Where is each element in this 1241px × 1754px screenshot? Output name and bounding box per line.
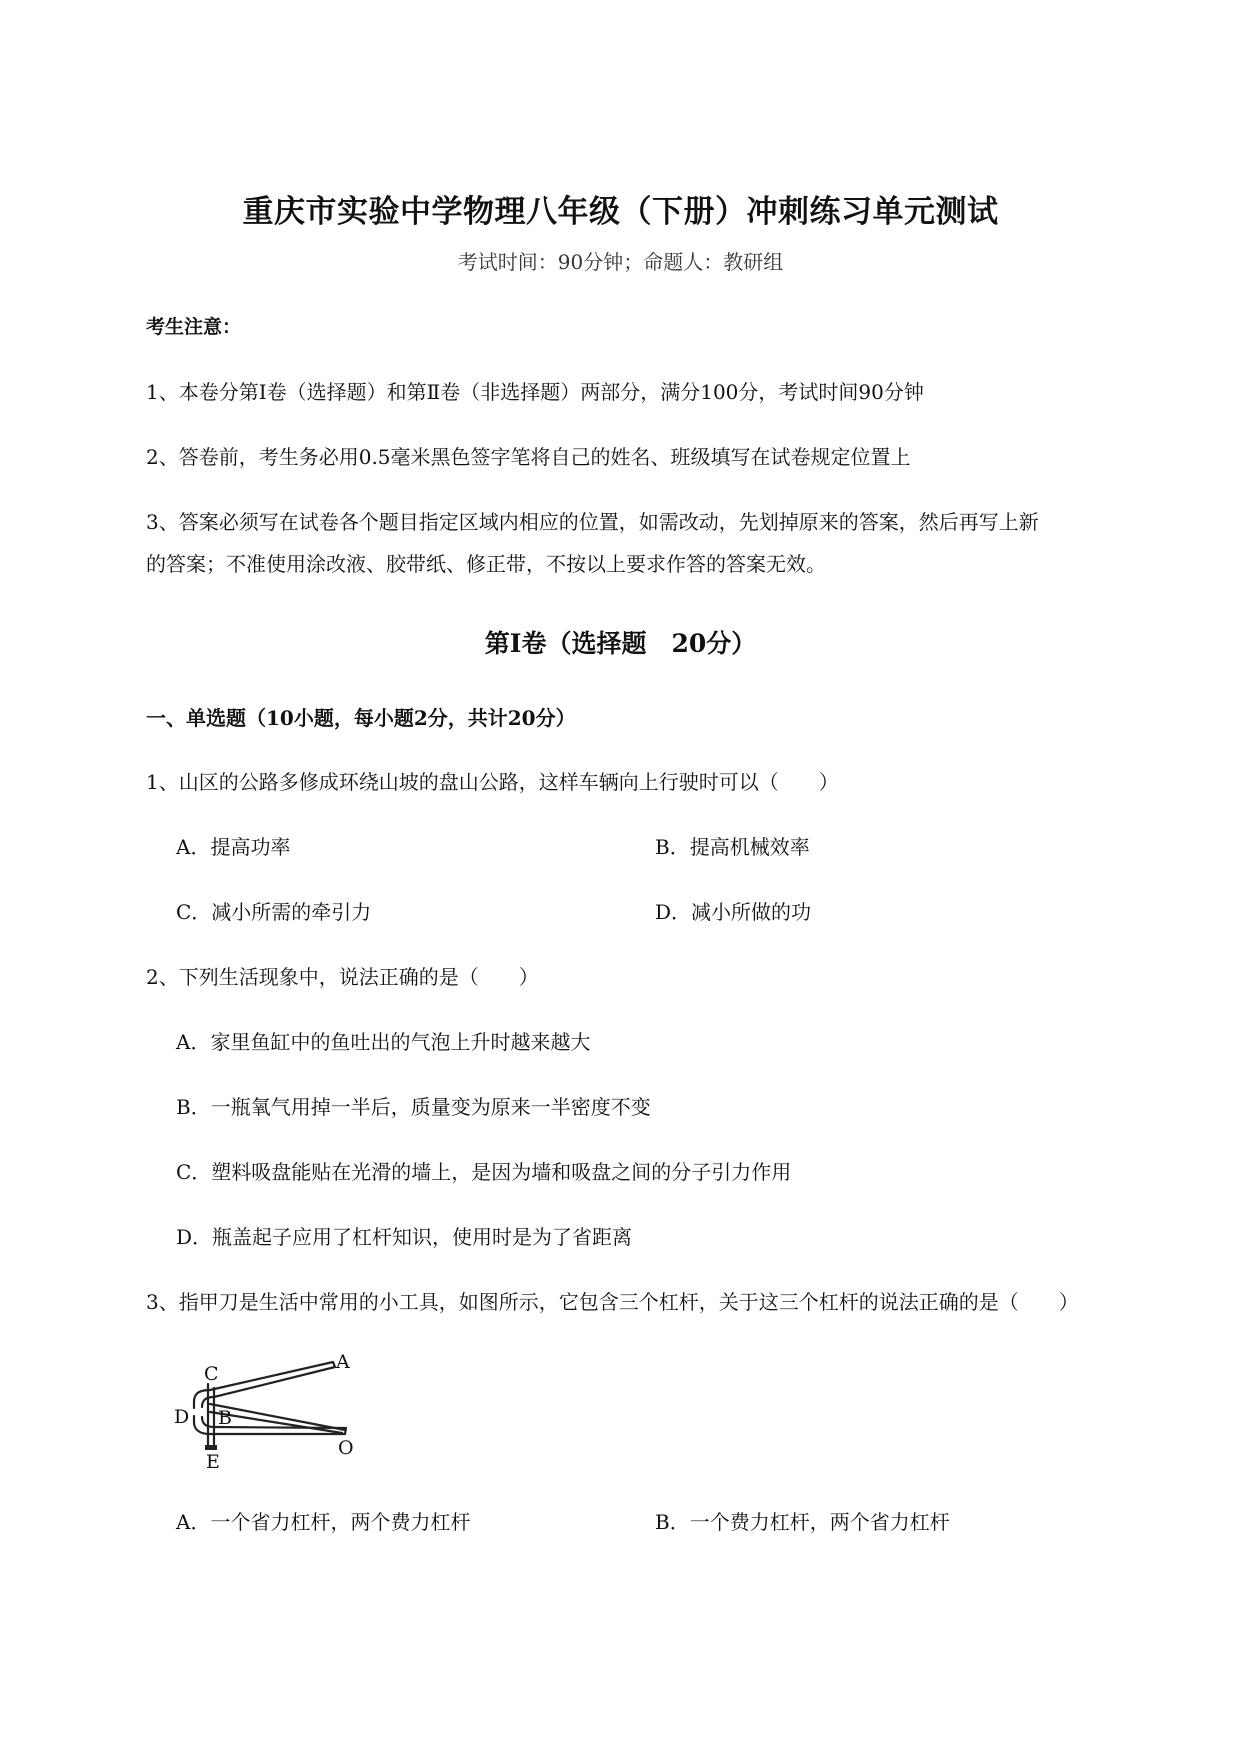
label-e: E	[206, 1451, 220, 1470]
page-title: 重庆市实验中学物理八年级（下册）冲刺练习单元测试	[242, 194, 999, 230]
option-b: B．提高机械效率	[655, 835, 810, 859]
option-a: A．一个省力杠杆，两个费力杠杆	[176, 1510, 471, 1534]
label-o: O	[338, 1437, 354, 1459]
label-a: A	[336, 1351, 350, 1373]
option-a: A．提高功率	[176, 835, 291, 859]
nail-clipper-figure	[170, 1350, 370, 1470]
question-stem: 1、山区的公路多修成环绕山坡的盘山公路，这样车辆向上行驶时可以（ ）	[146, 770, 839, 794]
question-stem: 3、指甲刀是生活中常用的小工具，如图所示，它包含三个杠杆，关于这三个杠杆的说法正确的是（ ）	[146, 1290, 1079, 1314]
notice-item: 2、答卷前，考生务必用0.5毫米黑色签字笔将自己的姓名、班级填写在试卷规定位置上	[146, 445, 911, 469]
notice-item: 的答案；不准使用涂改液、胶带纸、修正带，不按以上要求作答的答案无效。	[146, 552, 826, 576]
question-stem: 2、下列生活现象中，说法正确的是（ ）	[146, 965, 539, 989]
label-d: D	[174, 1406, 190, 1428]
option-b: B．一瓶氧气用掉一半后，质量变为原来一半密度不变	[176, 1095, 651, 1119]
label-b: B	[218, 1407, 232, 1429]
notice-heading: 考生注意：	[146, 316, 242, 338]
option-c: C．塑料吸盘能贴在光滑的墙上，是因为墙和吸盘之间的分子引力作用	[176, 1160, 792, 1184]
option-d: D．瓶盖起子应用了杠杆知识，使用时是为了省距离	[176, 1225, 633, 1249]
exam-info: 考试时间：90分钟；命题人：教研组	[457, 250, 784, 274]
label-c: C	[204, 1363, 219, 1385]
option-c: C．减小所需的牵引力	[176, 900, 372, 924]
part-title: 一、单选题（10小题，每小题2分，共计20分）	[146, 706, 576, 730]
option-a: A．家里鱼缸中的鱼吐出的气泡上升时越来越大	[176, 1030, 591, 1054]
notice-item: 3、答案必须写在试卷各个题目指定区域内相应的位置，如需改动，先划掉原来的答案，然后再写上新	[146, 510, 1039, 534]
notice-item: 1、本卷分第I卷（选择题）和第Ⅱ卷（非选择题）两部分，满分100分，考试时间90分钟	[146, 380, 924, 404]
pin-base	[205, 1445, 217, 1450]
section-title: 第I卷（选择题 20分）	[484, 629, 757, 658]
option-b: B．一个费力杠杆，两个省力杠杆	[655, 1510, 950, 1534]
option-d: D．减小所做的功	[655, 900, 812, 924]
